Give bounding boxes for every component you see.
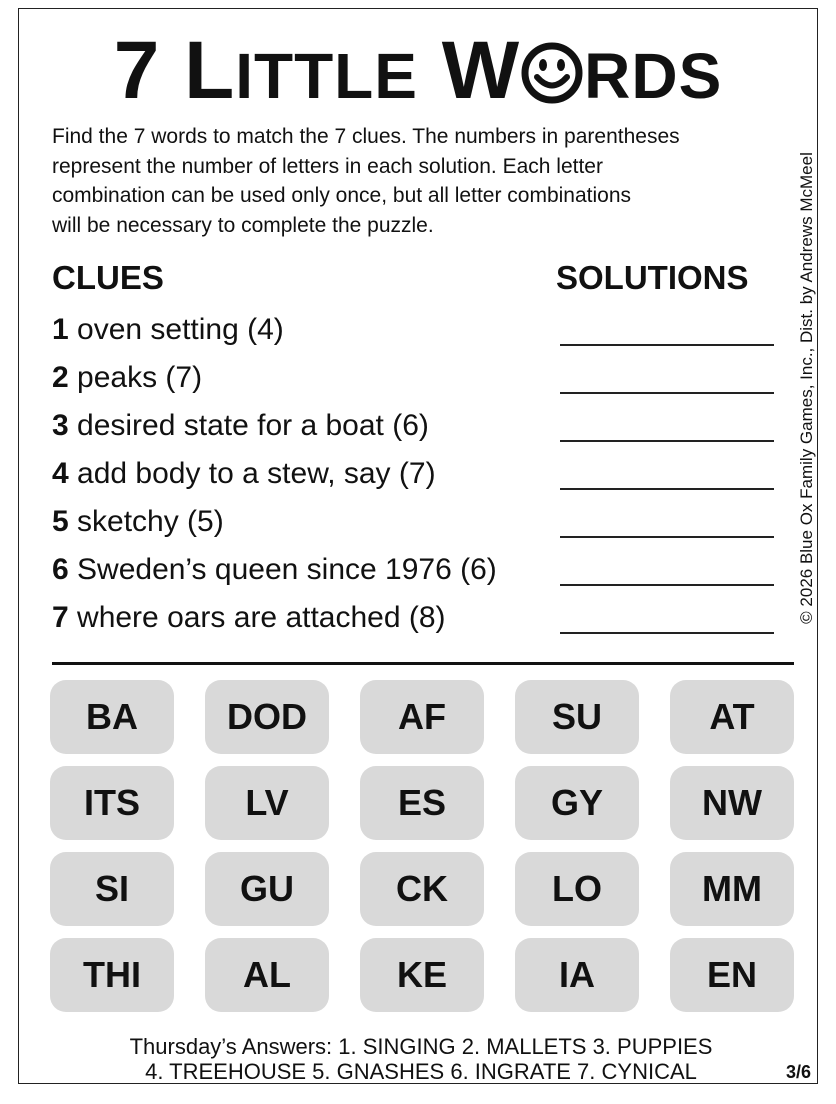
clue-7: 7 where oars are attached (8): [52, 601, 446, 634]
page-number: 3/6: [786, 1062, 812, 1082]
letter-tile[interactable]: AF: [360, 680, 484, 754]
puzzle-title: 7 LITTLE W RDS: [0, 26, 836, 122]
solution-blank-7[interactable]: [560, 632, 774, 634]
letter-tile[interactable]: SI: [50, 852, 174, 926]
clue-4: 4 add body to a stew, say (7): [52, 457, 436, 490]
previous-answers: Thursday’s Answers: 1. SINGING 2. MALLETS 3. PUPPIES 4. TREEHOUSE 5. GNASHES 6. INGRATE 7. CYNICAL: [129, 1034, 713, 1084]
letter-tile[interactable]: BA: [50, 680, 174, 754]
letter-tile[interactable]: CK: [360, 852, 484, 926]
letter-tile[interactable]: KE: [360, 938, 484, 1012]
letter-tile[interactable]: IA: [515, 938, 639, 1012]
letter-tile[interactable]: GU: [205, 852, 329, 926]
copyright-credit: © 2026 Blue Ox Family Games, Inc., Dist. by Andrews McMeel: [797, 152, 816, 624]
clues-heading: CLUES: [52, 259, 164, 296]
instructions-text: Find the 7 words to match the 7 clues. The numbers in parentheses represent the number of letters in each solution. Each letter combination can be used only once, but all letter combinations will be necessary to complete the puzzle.: [52, 125, 680, 237]
letter-tile[interactable]: AL: [205, 938, 329, 1012]
clue-3: 3 desired state for a boat (6): [52, 409, 429, 442]
clue-1: 1 oven setting (4): [52, 313, 284, 346]
section-divider: [52, 662, 794, 665]
solution-blank-6[interactable]: [560, 584, 774, 586]
solution-blank-2[interactable]: [560, 392, 774, 394]
solution-blank-3[interactable]: [560, 440, 774, 442]
letter-tile[interactable]: LV: [205, 766, 329, 840]
letter-tile[interactable]: LO: [515, 852, 639, 926]
letter-tile[interactable]: ES: [360, 766, 484, 840]
solution-blank-1[interactable]: [560, 344, 774, 346]
solution-blank-4[interactable]: [560, 488, 774, 490]
solutions-heading: SOLUTIONS: [556, 259, 749, 296]
letter-tile[interactable]: THI: [50, 938, 174, 1012]
letter-tile[interactable]: DOD: [205, 680, 329, 754]
solution-blank-5[interactable]: [560, 536, 774, 538]
letter-tile[interactable]: EN: [670, 938, 794, 1012]
clue-6: 6 Sweden’s queen since 1976 (6): [52, 553, 497, 586]
letter-tile[interactable]: NW: [670, 766, 794, 840]
letter-tile[interactable]: GY: [515, 766, 639, 840]
letter-tile[interactable]: SU: [515, 680, 639, 754]
letter-tile[interactable]: ITS: [50, 766, 174, 840]
smiley-face-icon: [521, 32, 583, 122]
clue-2: 2 peaks (7): [52, 361, 203, 394]
letter-tile[interactable]: MM: [670, 852, 794, 926]
clue-5: 5 sketchy (5): [52, 505, 224, 538]
letter-tile[interactable]: AT: [670, 680, 794, 754]
